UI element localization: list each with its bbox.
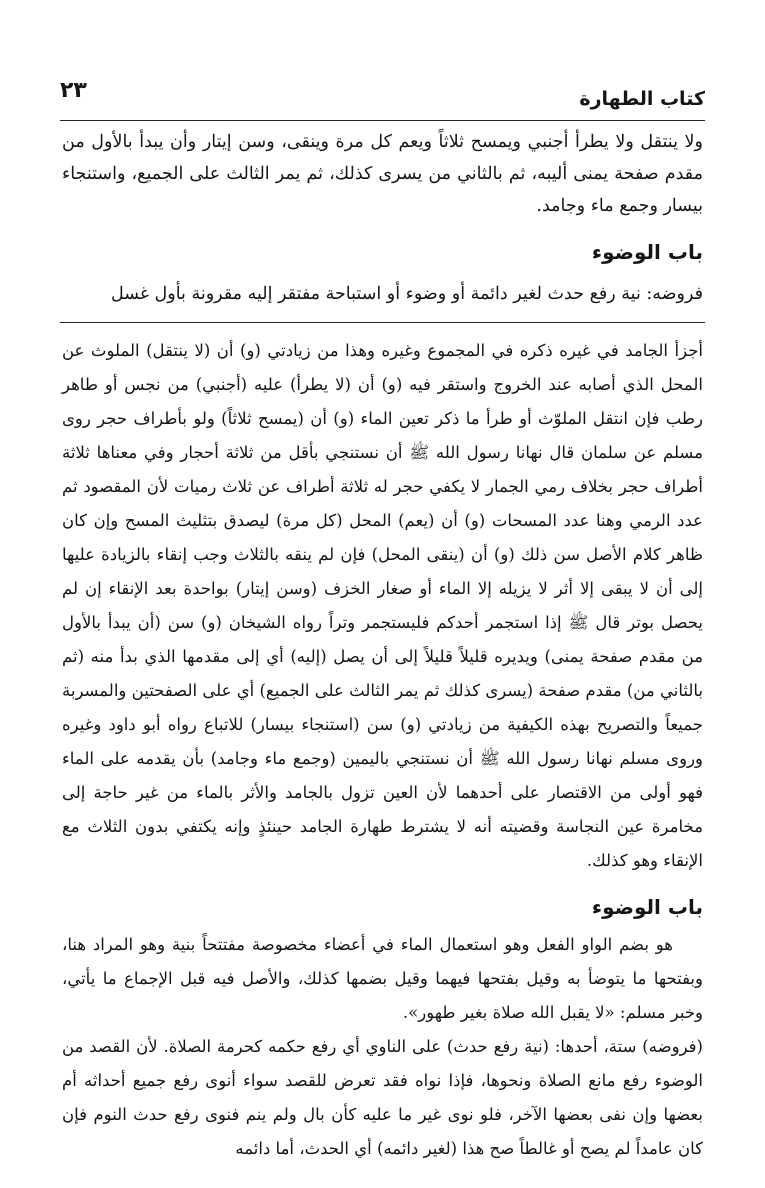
sharh-block	[62, 334, 703, 1166]
matn-heading-row	[62, 222, 703, 278]
sharh-paragraph-1: أجزأ الجامد في غيره ذكره في المجموع وغيره وهذا من زيادتي (و) أن (لا ينتقل) الملوث عن المحل الذي أصابه عند الخروج واستقر فيه (و) أن (لا يطرأ) عليه (أجنبي) من نجس أو طاهر رطب فإن انتقل الملوّث أو طرأ ما ذكر تعين الماء (و) أن (يمسح ثلاثاً) ولو بأطراف حجر روى مسلم عن سلمان قال نهانا رسول الله ﷺ أن نستنجي بأقل من ثلاثة أحجار وفي معناها ثلاثة أطراف حجر بخلاف رمي الجمار لا يكفي حجر له ثلاثة أطراف عن ثلاث رميات لأن المقصود ثم عدد الرمي وهنا عدد المسحات (و) أن (يعم) المحل (كل مرة) ليصدق بتثليث المسح وإن كان ظاهر كلام الأصل سن ذلك (و) أن (ينقى المحل) فإن لم ينقه بالثلاث وجب إنقاء بالزيادة عليها إلى أن لا يبقى إلا أثر لا يزيله إلا الماء أو صغار الخزف (وسن إيتار) بواحدة بعد الإنقاء إن لم يحصل بوتر قال ﷺ إذا استجمر أحدكم فليستجمر وتراً رواه الشيخان (و) سن (أن يبدأ بالأول من مقدم صفحة يمنى) ويديره قليلاً قليلاً إلى أن يصل (إليه) أي إلى مقدمها الذي بدأ منه (ثم بالثاني من) مقدم صفحة (يسرى كذلك ثم يمر الثالث على الجميع) أي على الصفحتين والمسربة جميعاً والتصريح بهذه الكيفية من زيادتي (و) سن (استنجاء بيسار) للاتباع رواه أبو داود وغيره وروى مسلم نهانا رسول الله ﷺ أن نستنجي باليمين (وجمع ماء وجامد) بأن يقدمه على الماء فهو أولى من الاقتصار على أحدهما لأن العين تزول بالجامد والأثر بالماء من غير حاجة إلى مخامرة عين النجاسة وقضيته أنه لا يشترط طهارة الجامد حينئذٍ وإنه يكتفي بدون الثلاث مع الإنقاء وهو كذلك.	[62, 341, 703, 870]
matn-paragraph-2: فروضه: نية رفع حدث لغير دائمة أو وضوء أو استباحة مفتقر إليه مقرونة بأول غسل	[110, 284, 703, 304]
header-rule	[60, 120, 705, 121]
matn-paragraph-1: ولا ينتقل ولا يطرأ أجنبي ويمسح ثلاثاً ويعم كل مرة وينقى، وسن إيتار وأن يبدأ بالأول من مقدم صفحة يمنى أليبه، ثم بالثاني من يسرى كذلك، ثم يمر الثالث على الجميع، واستنجاء بيسار وجمع ماء وجامد.	[62, 132, 703, 216]
matn-block	[62, 126, 703, 310]
matn-section-heading: باب الوضوء	[591, 240, 703, 264]
page-header	[60, 78, 705, 118]
sharh-section-heading: باب الوضوء	[591, 895, 703, 919]
page-number: ٢٣	[60, 78, 87, 103]
sharh-paragraph-3: (فروضه) ستة، أحدها: (نية رفع حدث) على الناوي أي رفع حكمه كحرمة الصلاة. لأن القصد من الوضوء رفع مانع الصلاة ونحوها، فإذا نواه فقد تعرض للقصد سواء أنوى رفع جميع أحداثه أم بعضها وإن نفى بعضها الآخر، فلو نوى غير ما عليه كأن بال ولم ينم فنوى رفع حدث النوم فإن كان عامداً لم يصح أو غالطاً صح هذا (لغير دائمه) أي الحدث، أما دائمه	[62, 1037, 703, 1158]
sharh-heading-row	[62, 878, 703, 928]
separator-rule	[60, 322, 705, 323]
sharh-paragraph-2: هو بضم الواو الفعل وهو استعمال الماء في أعضاء مخصوصة مفتتحاً بنية وهو المراد هنا، وبفتحها ما يتوضأ به وقيل بفتحها فيهما وقيل بضمها كذلك، والأصل فيه قبل الإجماع ما يأتي، وخبر مسلم: «لا يقبل الله صلاة بغير طهور».	[62, 935, 703, 1022]
running-title: كتاب الطهارة	[579, 88, 705, 110]
